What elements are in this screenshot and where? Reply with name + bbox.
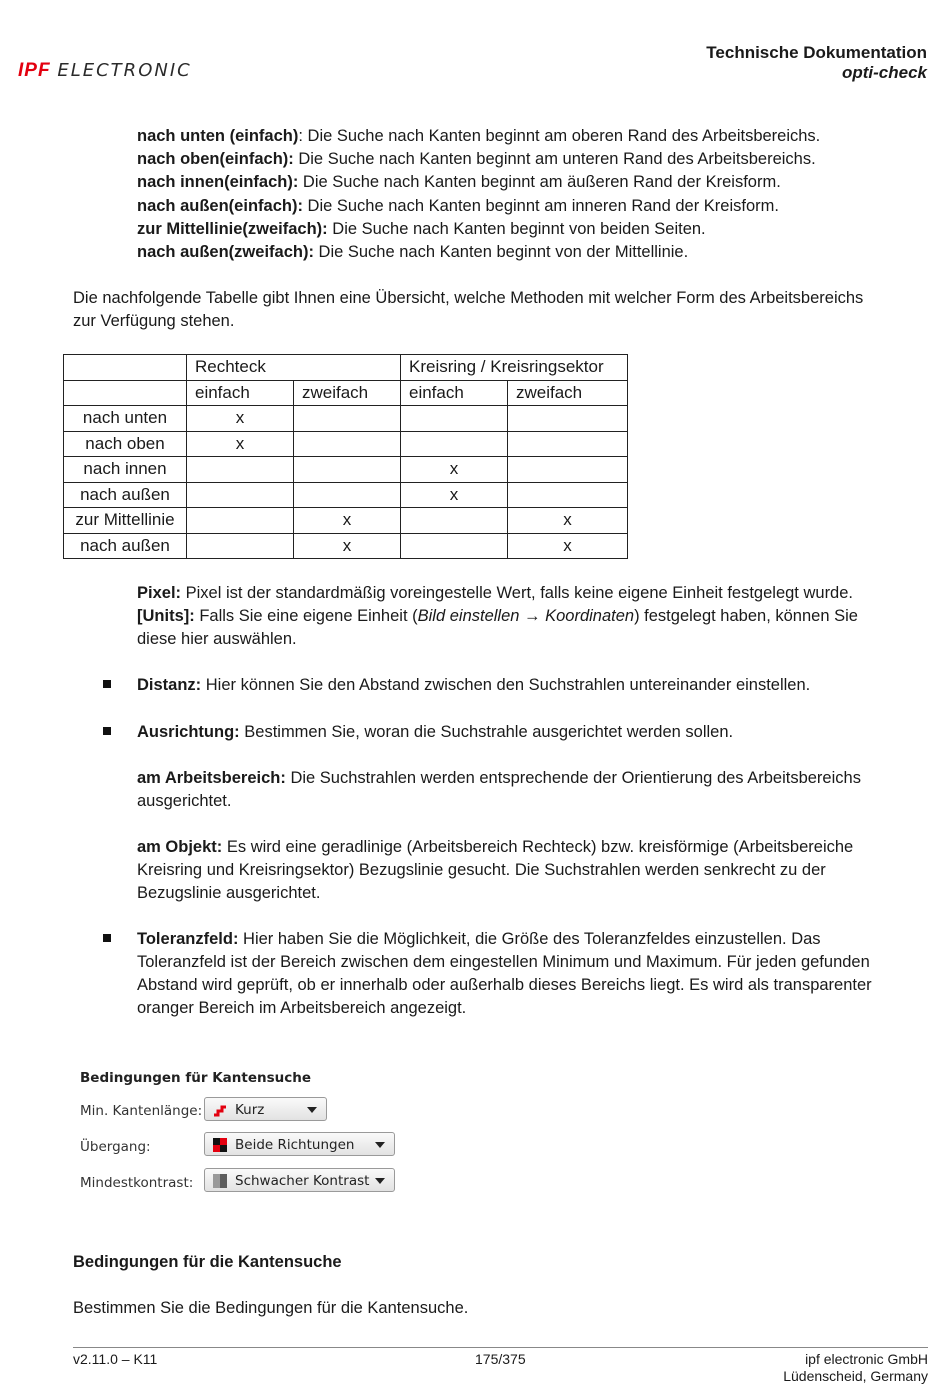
intro-line-1: Die nachfolgende Tabelle gibt Ihnen eine Übersicht, welche Methoden mit welcher Form des Arbeitsbereichs — [73, 289, 864, 307]
table-cell — [187, 508, 294, 534]
table-cell — [294, 457, 401, 483]
footer-divider — [73, 1347, 928, 1348]
table-row — [64, 431, 628, 457]
intro-line-2: zur Verfügung stehen. — [73, 312, 235, 330]
table-cell: x — [401, 457, 508, 483]
table-cell: x — [187, 406, 294, 432]
toleranz-line: Toleranzfeld: Hier haben Sie die Möglichkeit, die Größe des Toleranzfeldes einzustellen. Das — [137, 930, 821, 948]
direction-item: nach außen(zweifach): Die Suche nach Kanten beginnt von der Mittellinie. — [137, 243, 689, 262]
table-cell — [187, 482, 294, 508]
table-row — [64, 457, 628, 483]
table-cell — [508, 457, 628, 483]
direction-item: nach oben(einfach): Die Suche nach Kanten beginnt am unteren Rand des Arbeitsbereichs. — [137, 150, 816, 169]
table-cell — [508, 431, 628, 457]
direction-item: nach unten (einfach): Die Suche nach Kanten beginnt am oberen Rand des Arbeitsbereichs. — [137, 127, 821, 145]
transition-dropdown[interactable] — [204, 1132, 395, 1156]
min-contrast-dropdown[interactable] — [204, 1168, 395, 1192]
panel-title: Bedingungen für Kantensuche — [80, 1070, 312, 1086]
direction-definitions — [137, 125, 820, 264]
table-cell — [187, 533, 294, 559]
table-row — [64, 406, 628, 432]
table-row — [64, 533, 628, 559]
footer-company: ipf electronic GmbH — [805, 1351, 928, 1367]
bullet-marker — [103, 727, 111, 735]
row-label: nach außen — [64, 482, 187, 508]
min-edge-length-value: Kurz — [235, 1102, 265, 1118]
min-contrast-value: Schwacher Kontrast — [235, 1173, 370, 1189]
toleranz-line-4: oranger Bereich im Arbeitsbereich angezeigt. — [137, 999, 467, 1017]
short-edge-icon — [213, 1103, 227, 1117]
direction-item: zur Mittellinie(zweifach): Die Suche nach Kanten beginnt von beiden Seiten. — [137, 219, 706, 238]
table-row — [64, 508, 628, 534]
row-label: nach oben — [64, 431, 187, 457]
doc-title: Technische Dokumentation — [706, 43, 927, 62]
weak-contrast-icon — [213, 1174, 227, 1188]
section-body: Bestimmen Sie die Bedingungen für die Kantensuche. — [73, 1299, 469, 1317]
row-label: nach außen — [64, 533, 187, 559]
table-cell — [401, 406, 508, 432]
section-heading: Bedingungen für die Kantensuche — [73, 1253, 342, 1271]
footer-version: v2.11.0 – K11 — [73, 1351, 158, 1367]
table-corner-cell — [64, 355, 187, 381]
table-cell: x — [187, 431, 294, 457]
table-group-rechteck: Rechteck — [187, 355, 401, 381]
table-subheader: zweifach — [294, 380, 401, 406]
table-group-kreisring: Kreisring / Kreisringsektor — [401, 355, 628, 381]
table-cell — [294, 482, 401, 508]
footer-page-number: 175/375 — [475, 1351, 526, 1367]
table-cell — [401, 508, 508, 534]
bullet-marker — [103, 680, 111, 688]
methods-table — [63, 354, 628, 559]
table-header-row — [64, 355, 628, 381]
table-cell — [294, 431, 401, 457]
table-cell — [401, 533, 508, 559]
table-row — [64, 482, 628, 508]
bullet-marker — [103, 934, 111, 942]
document-header — [706, 43, 927, 83]
chevron-down-icon — [375, 1142, 385, 1148]
objekt-line-2: Kreisring und Kreisringsektor) Bezugslinie gesucht. Die Suchstrahlen werden senkrecht zu der — [137, 861, 826, 879]
table-subheader: einfach — [401, 380, 508, 406]
table-cell: x — [294, 533, 401, 559]
direction-item: nach außen(einfach): Die Suche nach Kanten beginnt am inneren Rand der Kreisform. — [137, 196, 779, 215]
table-cell — [187, 457, 294, 483]
min-contrast-label: Mindestkontrast: — [80, 1175, 194, 1191]
table-cell — [508, 482, 628, 508]
row-label: nach innen — [64, 457, 187, 483]
distanz-line: Distanz: Hier können Sie den Abstand zwischen den Suchstrahlen untereinander einstellen. — [137, 676, 811, 694]
min-edge-length-dropdown[interactable] — [204, 1097, 327, 1121]
footer-location: Lüdenscheid, Germany — [783, 1368, 928, 1384]
direction-item: nach innen(einfach): Die Suche nach Kanten beginnt am äußeren Rand der Kreisform. — [137, 173, 781, 192]
doc-subtitle: opti-check — [841, 63, 927, 82]
company-logo — [18, 60, 192, 82]
chevron-down-icon — [307, 1107, 317, 1113]
table-cell — [294, 406, 401, 432]
table-subheader: zweifach — [508, 380, 628, 406]
table-cell: x — [401, 482, 508, 508]
objekt-line: am Objekt: Es wird eine geradlinige (Arbeitsbereich Rechteck) bzw. kreisförmige (Arbeitsbereiche — [137, 838, 854, 856]
table-cell: x — [508, 533, 628, 559]
table-subheader-row — [64, 380, 628, 406]
table-empty-cell — [64, 380, 187, 406]
arbeitsbereich-line-2: ausgerichtet. — [137, 792, 232, 810]
table-cell: x — [508, 508, 628, 534]
min-edge-length-label: Min. Kantenlänge: — [80, 1103, 203, 1119]
units-line: [Units]: Falls Sie eine eigene Einheit (Bild einstellen → Koordinaten) festgelegt haben, können Sie — [137, 607, 858, 625]
arbeitsbereich-line: am Arbeitsbereich: Die Suchstrahlen werden entsprechende der Orientierung des Arbeitsbereichs — [137, 769, 861, 787]
pixel-line: Pixel: Pixel ist der standardmäßig voreingestelle Wert, falls keine eigene Einheit festgelegt wurde. — [137, 584, 853, 602]
both-directions-icon — [213, 1138, 227, 1152]
table-cell — [401, 431, 508, 457]
objekt-line-3: Bezugslinie ausgerichtet. — [137, 884, 321, 902]
row-label: nach unten — [64, 406, 187, 432]
table-subheader: einfach — [187, 380, 294, 406]
chevron-down-icon — [375, 1178, 385, 1184]
table-cell: x — [294, 508, 401, 534]
transition-label: Übergang: — [80, 1139, 151, 1155]
units-line-2: diese hier auswählen. — [137, 630, 297, 648]
logo-electronic: ELECTRONIC — [57, 60, 192, 81]
transition-value: Beide Richtungen — [235, 1137, 355, 1153]
ausrichtung-line: Ausrichtung: Bestimmen Sie, woran die Suchstrahle ausgerichtet werden sollen. — [137, 723, 734, 741]
logo-ipf: IPF — [18, 60, 51, 81]
toleranz-line-2: Toleranzfeld ist der Bereich zwischen dem eingestellen Minimum und Maximum. Für jeden gefunden — [137, 953, 870, 971]
row-label: zur Mittellinie — [64, 508, 187, 534]
edge-search-conditions-panel — [80, 1070, 410, 1205]
table-cell — [508, 406, 628, 432]
toleranz-line-3: Abstand wird geprüft, ob er innerhalb oder außerhalb dieses Bereichs liegt. Es wird als transparenter — [137, 976, 872, 994]
